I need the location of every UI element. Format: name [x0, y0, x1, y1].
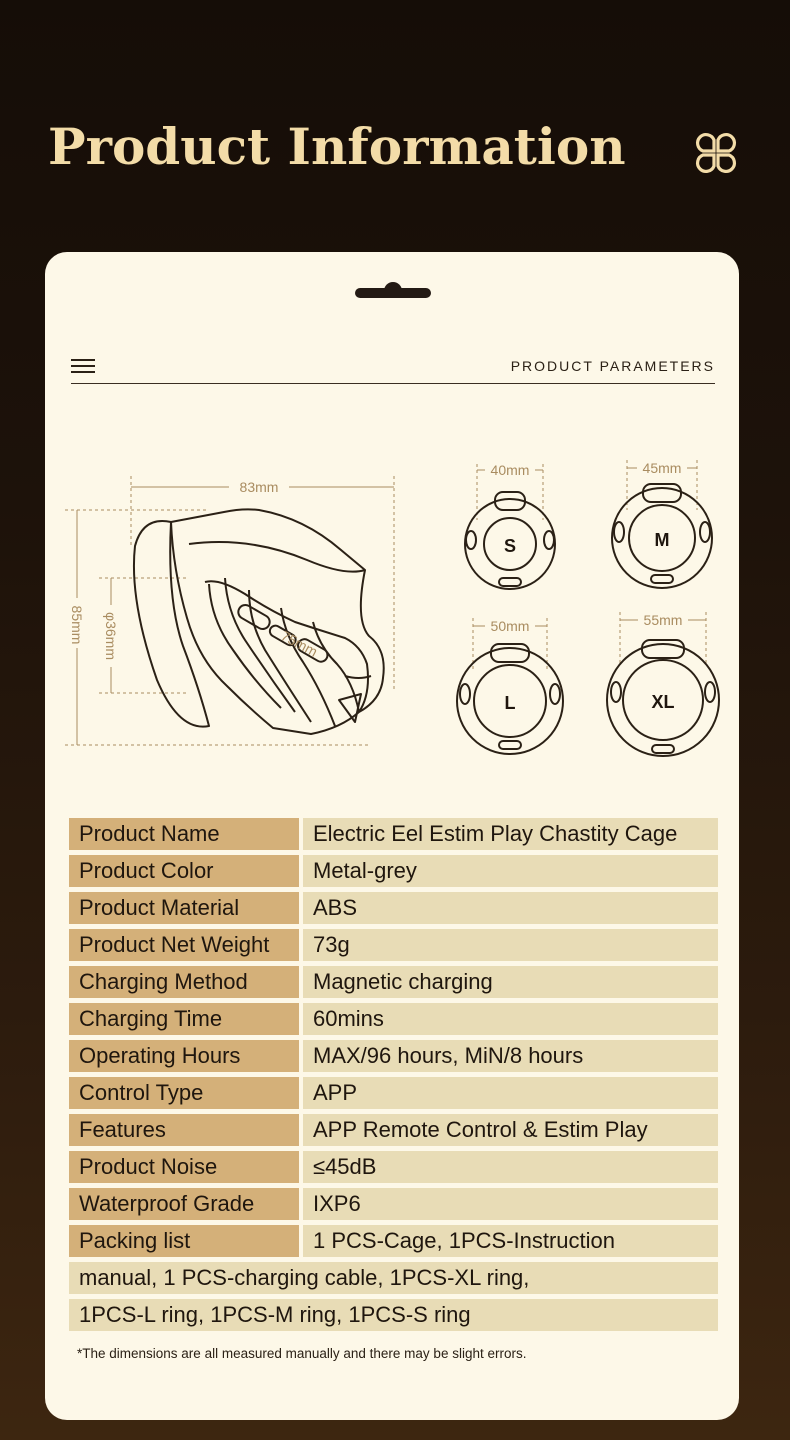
ring-size-l	[445, 608, 575, 783]
table-row	[69, 892, 718, 924]
table-row	[69, 1188, 718, 1220]
ring-s-label: S	[503, 536, 517, 556]
spec-label: Operating Hours	[69, 1040, 299, 1072]
packing-list-continued: manual, 1 PCS-charging cable, 1PCS-XL ring,	[69, 1262, 718, 1294]
clover-logo-icon	[690, 127, 742, 179]
table-row	[69, 1151, 718, 1183]
ring-xl-label: XL	[651, 692, 675, 712]
dimension-length-label: 75mm	[278, 627, 321, 660]
info-card	[45, 252, 739, 1420]
spec-label: Control Type	[69, 1077, 299, 1109]
spec-value: Magnetic charging	[303, 966, 718, 998]
footnote: *The dimensions are all measured manually and there may be slight errors.	[77, 1346, 527, 1361]
table-row	[69, 1114, 718, 1146]
spec-label: Product Net Weight	[69, 929, 299, 961]
spec-value: ABS	[303, 892, 718, 924]
spec-value: 1 PCS-Cage, 1PCS-Instruction	[303, 1225, 718, 1257]
spec-value: APP Remote Control & Estim Play	[303, 1114, 718, 1146]
card-handle	[355, 288, 431, 298]
spec-label: Product Material	[69, 892, 299, 924]
table-row	[69, 966, 718, 998]
dimension-height-label: 85mm	[69, 605, 85, 645]
product-drawing	[59, 450, 409, 755]
heading-divider	[71, 383, 715, 384]
spec-value: Metal-grey	[303, 855, 718, 887]
table-row-continued	[69, 1299, 718, 1331]
spec-label: Product Name	[69, 818, 299, 850]
ring-l-label: L	[504, 693, 516, 713]
ring-size-xl	[598, 602, 728, 777]
page-title: Product Information	[48, 117, 626, 176]
ring-l-width-label: 50mm	[490, 618, 530, 634]
spec-value: MAX/96 hours, MiN/8 hours	[303, 1040, 718, 1072]
table-row	[69, 1003, 718, 1035]
spec-value: 60mins	[303, 1003, 718, 1035]
packing-list-continued: 1PCS-L ring, 1PCS-M ring, 1PCS-S ring	[69, 1299, 718, 1331]
table-row	[69, 929, 718, 961]
table-row	[69, 818, 718, 850]
spec-label: Packing list	[69, 1225, 299, 1257]
ring-s-width-label: 40mm	[490, 462, 530, 478]
table-row	[69, 1040, 718, 1072]
spec-label: Charging Method	[69, 966, 299, 998]
menu-lines-icon[interactable]	[71, 359, 95, 373]
ring-xl-width-label: 55mm	[643, 612, 683, 628]
spec-value: 73g	[303, 929, 718, 961]
spec-value: Electric Eel Estim Play Chastity Cage	[303, 818, 718, 850]
section-heading: PRODUCT PARAMETERS	[510, 358, 715, 374]
spec-label: Waterproof Grade	[69, 1188, 299, 1220]
dimension-diameter-label: φ36mm	[103, 612, 119, 660]
table-row	[69, 1077, 718, 1109]
spec-label: Charging Time	[69, 1003, 299, 1035]
table-row-continued	[69, 1262, 718, 1294]
ring-size-m	[597, 450, 727, 625]
spec-value: ≤45dB	[303, 1151, 718, 1183]
ring-m-label: M	[654, 530, 670, 550]
table-row	[69, 1225, 718, 1257]
ring-m-width-label: 45mm	[642, 460, 682, 476]
spec-value: APP	[303, 1077, 718, 1109]
dimension-width-label: 83mm	[239, 479, 279, 495]
spec-label: Product Color	[69, 855, 299, 887]
spec-label: Features	[69, 1114, 299, 1146]
spec-value: IXP6	[303, 1188, 718, 1220]
spec-table	[69, 818, 718, 1336]
table-row	[69, 855, 718, 887]
spec-label: Product Noise	[69, 1151, 299, 1183]
